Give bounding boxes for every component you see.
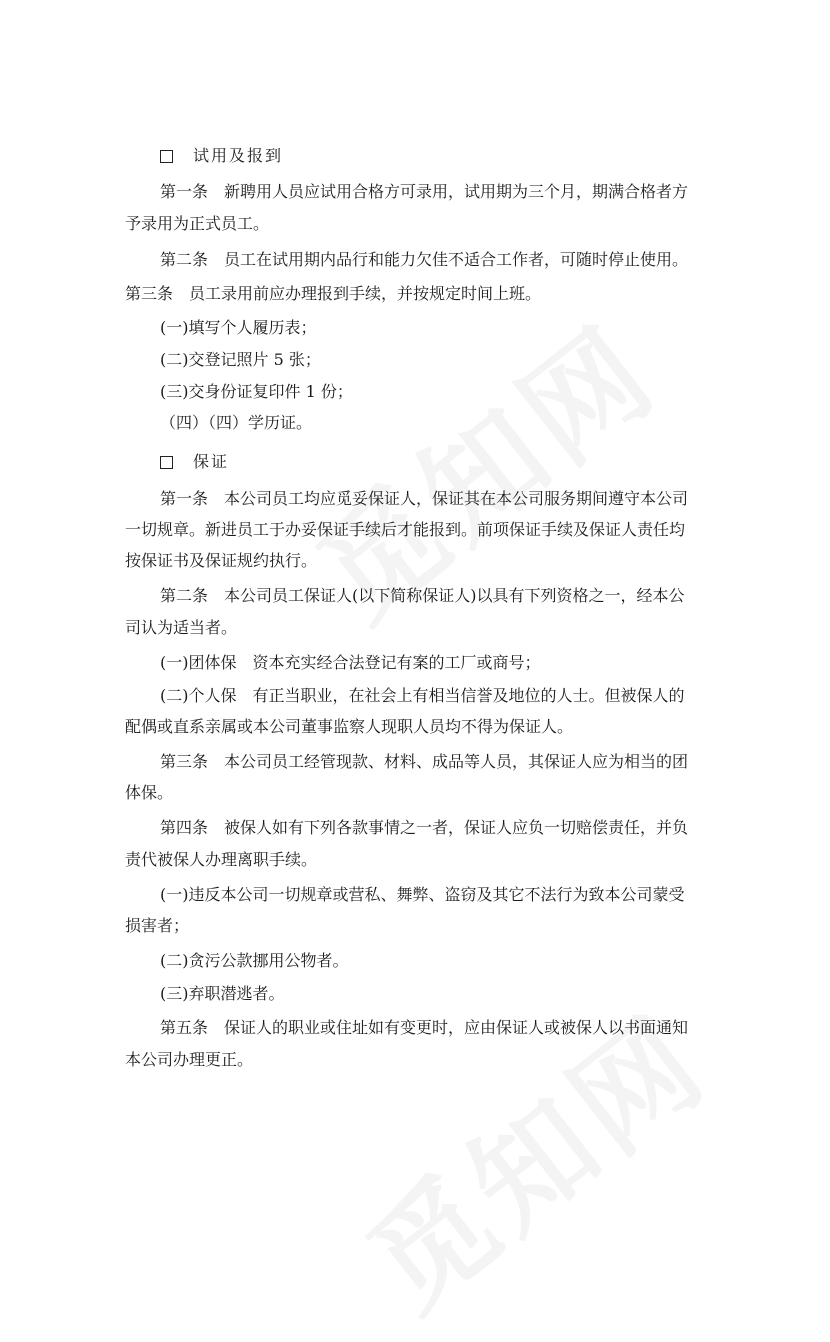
paragraph-line: 体保。 (125, 783, 174, 802)
list-item: （四）（四）学历证。 (160, 413, 313, 432)
paragraph-line: 第二条 本公司员工保证人(以下简称保证人)以具有下列资格之一，经本公 (160, 586, 685, 605)
list-item: (一)填写个人履历表； (160, 318, 317, 337)
section-heading-guarantee (160, 452, 229, 472)
list-item: (三)交身份证复印件 1 份； (160, 382, 353, 401)
paragraph-line: 第四条 被保人如有下列各款事情之一者，保证人应负一切赔偿责任，并负 (160, 818, 689, 837)
paragraph-line: 第三条 员工录用前应办理报到手续，并按规定时间上班。 (125, 284, 542, 303)
list-item: (三)弃职潜逃者。 (160, 984, 285, 1003)
paragraph-line: 损害者； (125, 916, 190, 935)
paragraph-line: 第五条 保证人的职业或住址如有变更时，应由保证人或被保人以书面通知 (160, 1018, 689, 1037)
section-heading-text: 保证 (193, 452, 230, 471)
paragraph-line: 予录用为正式员工。 (125, 214, 270, 233)
list-item: (二)交登记照片 5 张； (160, 350, 321, 369)
checkbox-square-icon (160, 150, 173, 163)
paragraph-line: 配偶或直系亲属或本公司董事监察人现职人员均不得为保证人。 (125, 717, 574, 736)
list-item: (二)个人保 有正当职业，在社会上有相当信誉及地位的人士。但被保人的 (160, 686, 685, 705)
paragraph-line: 一切规章。新进员工于办妥保证手续后才能报到。前项保证手续及保证人责任均 (125, 520, 686, 539)
paragraph-line: 第一条 新聘用人员应试用合格方可录用，试用期为三个月，期满合格者方 (160, 182, 689, 201)
list-item: (一)违反本公司一切规章或营私、舞弊、盗窃及其它不法行为致本公司蒙受 (160, 885, 685, 904)
paragraph-line: 第一条 本公司员工均应觅妥保证人，保证其在本公司服务期间遵守本公司 (160, 489, 689, 508)
paragraph-line: 按保证书及保证规约执行。 (125, 551, 318, 570)
list-item: (一)团体保 资本充实经合法登记有案的工厂或商号； (160, 653, 541, 672)
paragraph-line: 司认为适当者。 (125, 618, 238, 637)
paragraph-line: 责代被保人办理离职手续。 (125, 850, 318, 869)
paragraph-line: 第三条 本公司员工经管现款、材料、成品等人员，其保证人应为相当的团 (160, 752, 689, 771)
list-item: (二)贪污公款挪用公物者。 (160, 951, 349, 970)
section-heading-text: 试用及报到 (193, 146, 284, 165)
checkbox-square-icon (160, 456, 173, 469)
paragraph-line: 本公司办理更正。 (125, 1050, 254, 1069)
paragraph-line: 第二条 员工在试用期内品行和能力欠佳不适合工作者，可随时停止使用。 (160, 250, 689, 269)
section-heading-trial (160, 146, 283, 166)
